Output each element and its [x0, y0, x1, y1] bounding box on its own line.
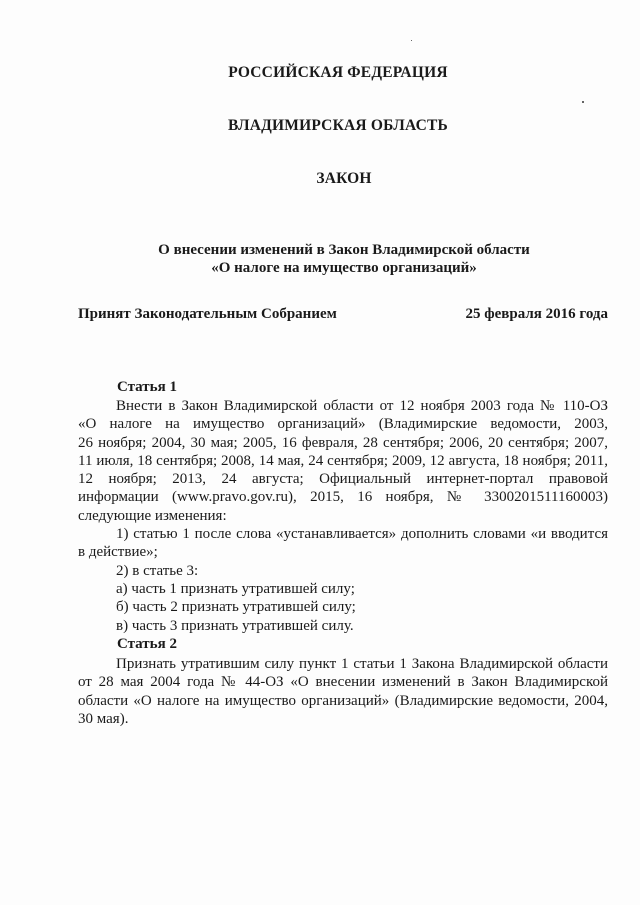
article-1-item-2a: а) часть 1 признать утратившей силу; [116, 580, 355, 597]
article-2-body [78, 655, 608, 728]
article-1-item-1-line-1: 1) статью 1 после слова «устанавливается» дополнить словами «и вводится [116, 526, 608, 543]
header-federation: РОССИЙСКАЯ ФЕДЕРАЦИЯ [228, 64, 448, 81]
article-1-item-2: 2) в статье 3: [116, 562, 199, 579]
article-2-line-3: области «О налоге на имущество организаций» (Владимирские ведомости, 2004, [78, 692, 608, 709]
law-title-line-2: «О налоге на имущество организаций» [211, 260, 477, 276]
adopted-by: Принят Законодательным Собранием [78, 306, 337, 322]
law-title-line-1: О внесении изменений в Закон Владимирской области [158, 242, 530, 258]
article-1-title: Статья 1 [117, 379, 177, 395]
article-1-item-2c: в) часть 3 признать утратившей силу. [116, 617, 354, 634]
article-1-item-1-line-2: в действие»; [78, 544, 158, 561]
article-1-body [78, 397, 608, 635]
article-2-line-1: Признать утратившим силу пункт 1 статьи 1 Закона Владимирской области [116, 656, 608, 672]
article-2-line-2: от 28 мая 2004 года № 44-ОЗ «О внесении изменений в Закон Владимирской [78, 674, 608, 691]
article-2-title: Статья 2 [117, 636, 177, 652]
article-1-item-2b: б) часть 2 признать утратившей силу; [116, 599, 356, 616]
article-1-line-6: информации (www.pravo.gov.ru), 2015, 16 ноября, № 3300201511160003) [78, 489, 608, 506]
header-region: ВЛАДИМИРСКАЯ ОБЛАСТЬ [228, 117, 448, 134]
scan-speck [582, 101, 584, 103]
header-law: ЗАКОН [316, 170, 372, 187]
article-1-line-3: 26 ноября; 2004, 30 мая; 2005, 16 февраля, 28 сентября; 2006, 20 сентября; 2007, [78, 434, 608, 451]
article-1-line-1: Внести в Закон Владимирской области от 12 ноября 2003 года № 110-ОЗ [116, 398, 608, 414]
article-2-line-4: 30 мая). [78, 710, 129, 727]
article-1-line-7: следующие изменения: [78, 507, 227, 524]
scan-speck [411, 40, 412, 41]
article-1-line-4: 11 июля, 18 сентября; 2008, 14 мая, 24 сентября; 2009, 12 августа, 18 ноября; 2011, [78, 452, 608, 469]
law-title [24, 241, 640, 277]
adoption-date: 25 февраля 2016 года [465, 306, 608, 322]
article-1-line-2: «О налоге на имущество организаций» (Владимирские ведомости, 2003, [78, 416, 608, 433]
article-1-line-5: 12 ноября; 2013, 24 августа; Официальный интернет-портал правовой [78, 471, 608, 488]
